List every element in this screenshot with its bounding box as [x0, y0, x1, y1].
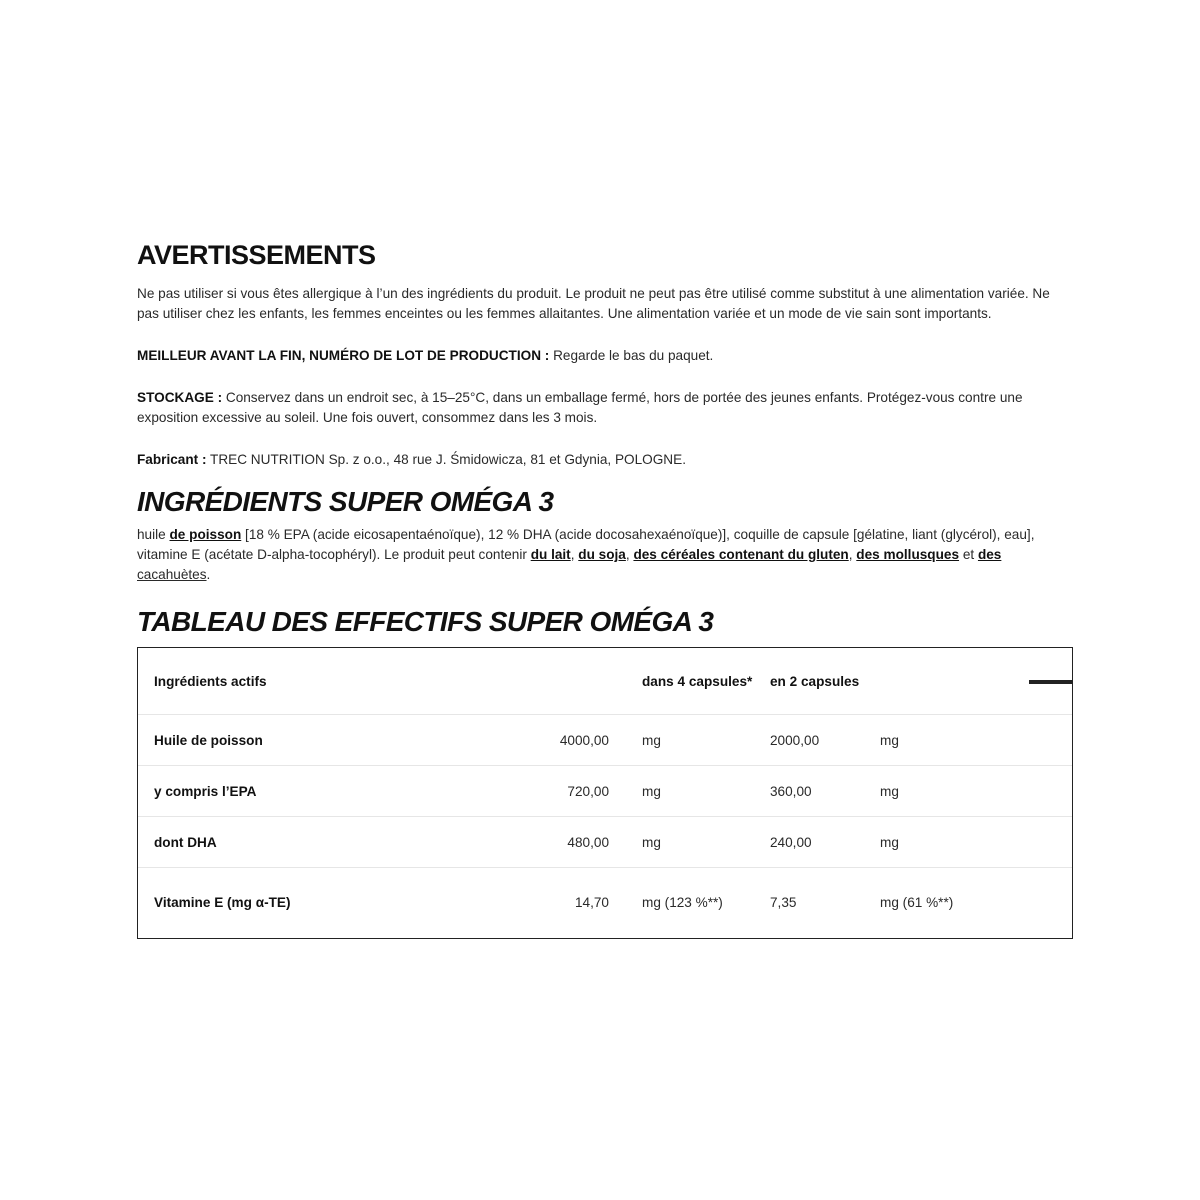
- best-before-paragraph: [137, 346, 1073, 366]
- ingredients-text-2: [18 % EPA (acide eicosapentaénoïque), 12 % DHA (acide docosahexaénoïque)], coquille de capsule [gélatine, liant (glycérol), eau], vitamine E (acétate D-alpha-tocophéryl). Le produit peut contenir: [137, 527, 1035, 562]
- row-unit-4: mg: [642, 783, 661, 799]
- row-name: Huile de poisson: [154, 732, 263, 748]
- row-unit-2: mg (61 %**): [880, 895, 954, 911]
- header-2-capsules: en 2 capsules: [770, 673, 860, 689]
- product-info-content: [137, 238, 1073, 939]
- row-unit-4: mg (123 %**): [642, 895, 723, 911]
- allergen-link-gluten[interactable]: des céréales contenant du gluten: [633, 547, 849, 562]
- row-name: y compris l’EPA: [154, 783, 257, 799]
- table-row: [138, 766, 1072, 817]
- horizontal-scrollbar-thumb[interactable]: [1029, 680, 1073, 684]
- table-row: [138, 715, 1072, 766]
- row-unit-2: mg: [880, 732, 899, 748]
- manufacturer-text: TREC NUTRITION Sp. z o.o., 48 rue J. Śmidowicza, 81 et Gdynia, POLOGNE.: [206, 452, 686, 467]
- nutrition-table: [138, 648, 1072, 938]
- ingredients-text-1: huile: [137, 527, 170, 542]
- row-name: dont DHA: [154, 834, 217, 850]
- row-value-2: 360,00: [770, 783, 812, 799]
- row-name: Vitamine E (mg α-TE): [154, 895, 291, 911]
- row-unit-4: mg: [642, 834, 661, 850]
- allergen-link-molluscs[interactable]: des mollusques: [856, 547, 960, 562]
- warnings-heading: AVERTISSEMENTS: [137, 240, 376, 270]
- nutrition-table-heading: TABLEAU DES EFFECTIFS SUPER OMÉGA 3: [137, 606, 714, 637]
- row-unit-2: mg: [880, 783, 899, 799]
- row-value-4: 4000,00: [559, 732, 609, 748]
- storage-paragraph: [137, 388, 1073, 428]
- row-value-2: 2000,00: [770, 732, 820, 748]
- manufacturer-paragraph: [137, 450, 1073, 470]
- row-value-2: 240,00: [770, 834, 812, 850]
- row-value-2: 7,35: [770, 895, 797, 911]
- separator: ,: [570, 547, 579, 562]
- allergen-link-fish[interactable]: de poisson: [169, 527, 242, 542]
- table-header-row: [138, 648, 1072, 715]
- row-value-4: 14,70: [574, 895, 609, 911]
- allergen-link-soy[interactable]: du soja: [578, 547, 626, 562]
- ingredients-heading: INGRÉDIENTS SUPER OMÉGA 3: [137, 486, 554, 517]
- warnings-text: Ne pas utiliser si vous êtes allergique à l’un des ingrédients du produit. Le produit ne peut pas être utilisé comme substitut à une alimentation variée. Ne pas utiliser chez les enfants, les femmes enceintes ou les femmes allaitantes. Une alimentation variée et un mode de vie sain sont importants.: [137, 286, 1050, 321]
- row-value-4: 720,00: [567, 783, 609, 799]
- allergen-link-milk[interactable]: du lait: [530, 547, 571, 562]
- storage-text: Conservez dans un endroit sec, à 15–25°C, dans un emballage fermé, hors de portée des jeunes enfants. Protégez-vous contre une exposition excessive au soleil. Une fois ouvert, consommez dans les 3 mois.: [137, 390, 1023, 425]
- header-empty: [498, 648, 642, 715]
- separator: et: [959, 547, 978, 562]
- separator: ,: [625, 547, 634, 562]
- storage-label: STOCKAGE :: [137, 390, 223, 405]
- table-row: [138, 817, 1072, 868]
- separator: ,: [848, 547, 857, 562]
- header-4-capsules: dans 4 capsules*: [642, 673, 753, 689]
- row-value-4: 480,00: [567, 834, 609, 850]
- ingredients-text: [137, 525, 1073, 585]
- row-unit-2: mg: [880, 834, 899, 850]
- table-row: [138, 868, 1072, 938]
- best-before-text: Regarde le bas du paquet.: [549, 348, 714, 363]
- row-unit-4: mg: [642, 732, 661, 748]
- best-before-label: MEILLEUR AVANT LA FIN, NUMÉRO DE LOT DE PRODUCTION :: [137, 348, 550, 363]
- manufacturer-label: Fabricant :: [137, 452, 207, 467]
- header-ingredient: Ingrédients actifs: [154, 673, 267, 689]
- nutrition-table-container[interactable]: [137, 647, 1073, 939]
- allergen-link-des[interactable]: des: [977, 547, 1002, 562]
- allergen-link-peanuts[interactable]: cacahuètes: [137, 567, 207, 582]
- separator: .: [206, 567, 211, 582]
